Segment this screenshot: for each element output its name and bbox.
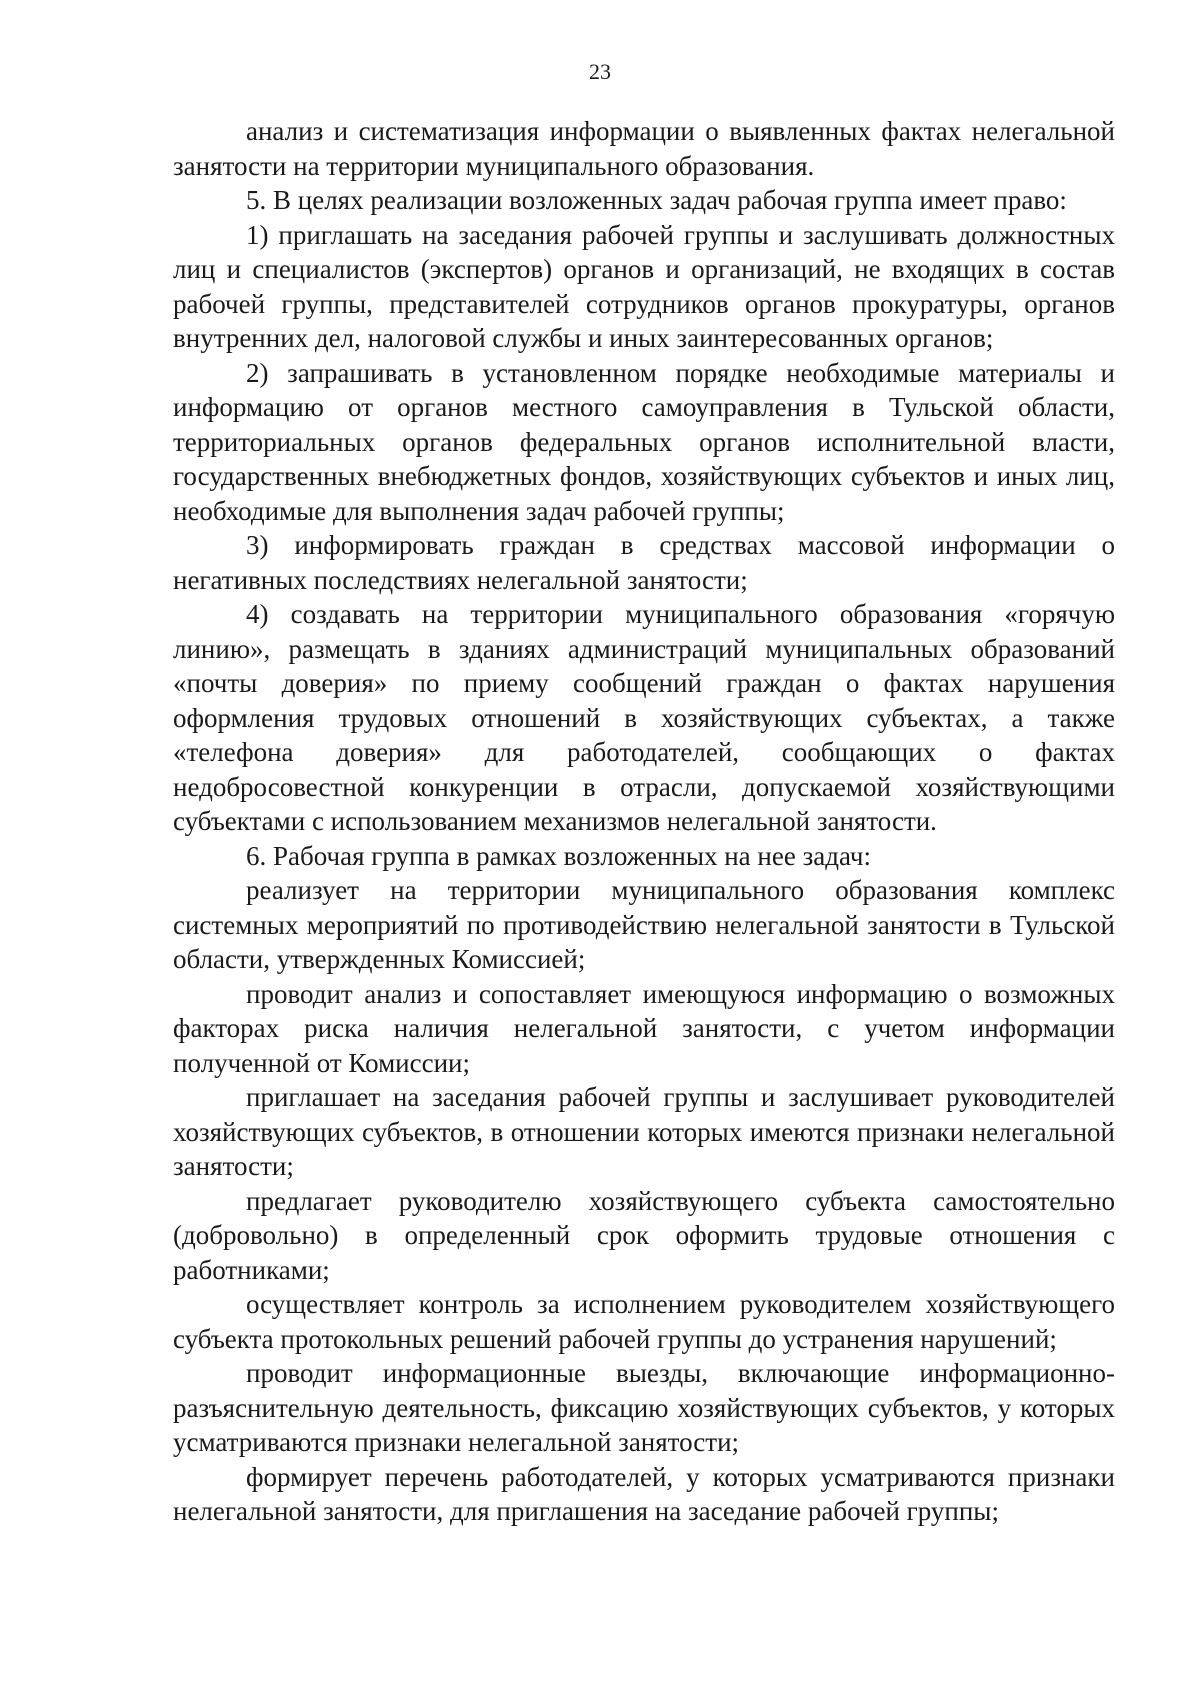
page-number: 23 bbox=[589, 59, 611, 84]
paragraph-task-controls: осуществляет контроль за исполнением руководителем хозяйствующего субъекта протокольных решений рабочей группы до устранения нарушений; bbox=[173, 1289, 1115, 1354]
paragraph-task-analyzes: проводит анализ и сопоставляет имеющуюся информацию о возможных факторах риска наличия нелегальной занятости, с учетом информации полученной от Комиссии; bbox=[173, 978, 1115, 1078]
paragraph-section-5-heading: 5. В целях реализации возложенных задач рабочая группа имеет право: bbox=[246, 185, 1067, 215]
paragraph-section-6-heading: 6. Рабочая группа в рамках возложенных на нее задач: bbox=[246, 840, 871, 871]
paragraph-task-proposes: предлагает руководителю хозяйствующего субъекта самостоятельно (добровольно) в определенный срок оформить трудовые отношения с работниками; bbox=[173, 1185, 1115, 1285]
paragraph-task-field-visits: проводит информационные выезды, включающие информационно-разъяснительную деятельность, фиксацию хозяйствующих субъектов, у которых усматриваются признаки нелегальной занятости; bbox=[173, 1358, 1115, 1457]
paragraph-task-employer-list: формирует перечень работодателей, у которых усматриваются признаки нелегальной занятости, для приглашения на заседание рабочей группы; bbox=[173, 1461, 1115, 1526]
paragraph-right-3: 3) информировать граждан в средствах массовой информации о негативных последствиях нелегальной занятости; bbox=[173, 530, 1115, 595]
document-body bbox=[173, 114, 1115, 1529]
paragraph-right-2: 2) запрашивать в установленном порядке необходимые материалы и информацию от органов местного самоуправления в Тульской области, территориальных органов федеральных органов исполнительной власти, государственных внебюджетных фондов, хозяйствующих субъектов и иных лиц, необходимые для выполнения задач рабочей группы; bbox=[173, 357, 1115, 526]
paragraph-analysis: анализ и систематизация информации о выявленных фактах нелегальной занятости на территории муниципального образования. bbox=[173, 116, 1115, 181]
paragraph-right-1: 1) приглашать на заседания рабочей группы и заслушивать должностных лиц и специалистов (экспертов) органов и организаций, не входящих в состав рабочей группы, представителей сотрудников органов прокуратуры, органов внутренних дел, налоговой службы и иных заинтересованных органов; bbox=[173, 219, 1115, 353]
paragraph-task-implements: реализует на территории муниципального образования комплекс системных мероприятий по противодействию нелегальной занятости в Тульской области, утвержденных Комиссией; bbox=[173, 875, 1115, 974]
paragraph-right-4: 4) создавать на территории муниципального образования «горячую линию», размещать в зданиях администраций муниципальных образований «почты доверия» по приему сообщений граждан о фактах нарушения оформления трудовых отношений в хозяйствующих субъектах, а также «телефона доверия» для работодателей, сообщающих о фактах недобросовестной конкуренции в отрасли, допускаемой хозяйствующими субъектами с использованием механизмов нелегальной занятости. bbox=[173, 599, 1115, 836]
paragraph-task-invites: приглашает на заседания рабочей группы и заслушивает руководителей хозяйствующих субъектов, в отношении которых имеются признаки нелегальной занятости; bbox=[173, 1082, 1115, 1181]
